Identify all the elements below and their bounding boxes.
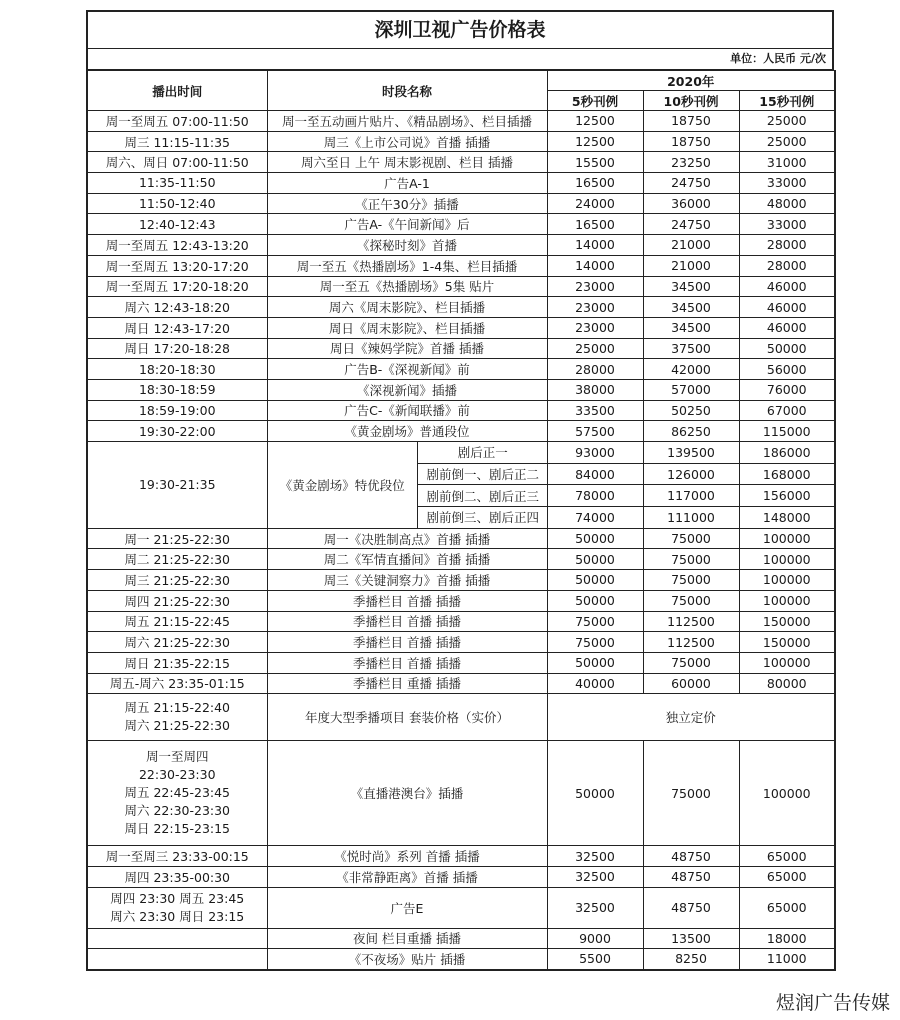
- table-row: [87, 632, 835, 653]
- price-15s-cell: 65000: [739, 846, 835, 867]
- price-10s-cell: 139500: [643, 442, 739, 464]
- time-cell: [87, 694, 267, 741]
- time-cell: 周一 21:25-22:30: [87, 528, 267, 549]
- price-5s-cell: 57500: [547, 421, 643, 442]
- premium-slot-name: 剧前倒一、剧后正二: [418, 463, 548, 485]
- program-cell: 季播栏目 首播 插播: [267, 632, 547, 653]
- time-line: 周日 22:15-23:15: [124, 821, 231, 837]
- price-15s-cell: 67000: [739, 400, 835, 421]
- program-cell: 季播栏目 首播 插播: [267, 652, 547, 673]
- time-line: 22:30-23:30: [138, 767, 216, 783]
- price-5s-cell: 12500: [547, 131, 643, 152]
- price-sheet: [86, 10, 834, 971]
- price-15s-cell: 100000: [739, 741, 835, 846]
- price-15s-cell: 150000: [739, 611, 835, 632]
- price-10s-cell: 18750: [643, 131, 739, 152]
- time-line: 周四 23:30 周五 23:45: [110, 890, 245, 906]
- price-15s-cell: 100000: [739, 528, 835, 549]
- time-cell: [87, 887, 267, 928]
- time-cell: 周六 12:43-18:20: [87, 297, 267, 318]
- price-5s-cell: 32500: [547, 866, 643, 887]
- price-15s-cell: 115000: [739, 421, 835, 442]
- price-10s-cell: 111000: [643, 507, 739, 529]
- price-5s-cell: 75000: [547, 632, 643, 653]
- table-row: [87, 297, 835, 318]
- time-cell: 周一至周五 07:00-11:50: [87, 111, 267, 132]
- price-10s-cell: 42000: [643, 359, 739, 380]
- price-5s-cell: 50000: [547, 570, 643, 591]
- time-cell: 周一至周三 23:33-00:15: [87, 846, 267, 867]
- program-cell: 周六《周末影院》、栏目插播: [267, 297, 547, 318]
- price-5s-cell: 16500: [547, 173, 643, 194]
- price-10s-cell: 34500: [643, 276, 739, 297]
- price-15s-cell: 100000: [739, 652, 835, 673]
- premium-slot-name: 剧前倒三、剧后正四: [426, 510, 539, 526]
- program-cell: 年度大型季播项目 套装价格（实价）: [267, 694, 547, 741]
- time-cell: 周三 21:25-22:30: [87, 570, 267, 591]
- time-cell: 18:20-18:30: [87, 359, 267, 380]
- time-line: 周五 22:45-23:45: [124, 785, 231, 801]
- time-line: 周六 21:25-22:30: [124, 718, 231, 734]
- time-cell: 周四 23:35-00:30: [87, 866, 267, 887]
- price-merged-cell: 独立定价: [547, 694, 835, 741]
- time-cell: 11:50-12:40: [87, 193, 267, 214]
- table-row: [87, 949, 835, 970]
- program-cell: 《探秘时刻》首播: [267, 235, 547, 256]
- price-5s-cell: 33500: [547, 400, 643, 421]
- table-row: [87, 421, 835, 442]
- time-cell: 周日 12:43-17:20: [87, 317, 267, 338]
- price-10s-cell: 117000: [643, 485, 739, 507]
- header-program: 时段名称: [267, 71, 547, 111]
- time-cell: 周五 21:15-22:45: [87, 611, 267, 632]
- price-15s-cell: 76000: [739, 379, 835, 400]
- price-5s-cell: 23000: [547, 317, 643, 338]
- table-row: [87, 570, 835, 591]
- price-5s-cell: 40000: [547, 673, 643, 694]
- price-10s-cell: 75000: [643, 652, 739, 673]
- table-row: [87, 276, 835, 297]
- table-row: [87, 173, 835, 194]
- price-10s-cell: 50250: [643, 400, 739, 421]
- time-cell: 周五-周六 23:35-01:15: [87, 673, 267, 694]
- time-cell: 周四 21:25-22:30: [87, 590, 267, 611]
- table-row: [87, 379, 835, 400]
- program-cell: 《悦时尚》系列 首播 插播: [267, 846, 547, 867]
- price-5s-cell: 74000: [547, 507, 643, 529]
- price-10s-cell: 24750: [643, 173, 739, 194]
- price-10s-cell: 75000: [643, 528, 739, 549]
- price-10s-cell: 48750: [643, 866, 739, 887]
- price-15s-cell: 28000: [739, 255, 835, 276]
- header-15s: 15秒刊例: [739, 91, 835, 111]
- price-5s-cell: 9000: [547, 928, 643, 949]
- program-cell: [267, 442, 547, 529]
- price-5s-cell: 50000: [547, 528, 643, 549]
- time-cell: [87, 928, 267, 949]
- table-row: [87, 866, 835, 887]
- price-15s-cell: 31000: [739, 152, 835, 173]
- table-row: [87, 442, 835, 464]
- program-cell: 季播栏目 首播 插播: [267, 590, 547, 611]
- price-15s-cell: 46000: [739, 297, 835, 318]
- time-cell: 周三 11:15-11:35: [87, 131, 267, 152]
- price-5s-cell: 24000: [547, 193, 643, 214]
- program-cell: 广告A-1: [267, 173, 547, 194]
- price-5s-cell: 50000: [547, 652, 643, 673]
- premium-slot-name: 剧后正一: [418, 442, 548, 463]
- table-row: [87, 887, 835, 928]
- price-15s-cell: 48000: [739, 193, 835, 214]
- price-10s-cell: 21000: [643, 235, 739, 256]
- program-cell: 《不夜场》贴片 插播: [267, 949, 547, 970]
- program-cell: 广告E: [267, 887, 547, 928]
- table-row: [87, 235, 835, 256]
- program-cell: 周一《决胜制高点》首播 插播: [267, 528, 547, 549]
- program-cell: 周三《上市公司说》首播 插播: [267, 131, 547, 152]
- time-line: 周六 23:30 周日 23:15: [110, 908, 245, 924]
- time-cell: 12:40-12:43: [87, 214, 267, 235]
- price-5s-cell: 25000: [547, 338, 643, 359]
- price-5s-cell: 50000: [547, 549, 643, 570]
- time-cell: 周一至周五 12:43-13:20: [87, 235, 267, 256]
- table-row: [87, 846, 835, 867]
- price-15s-cell: 25000: [739, 111, 835, 132]
- price-10s-cell: 126000: [643, 463, 739, 485]
- price-15s-cell: 100000: [739, 570, 835, 591]
- table-row: [87, 741, 835, 846]
- time-cell: [87, 741, 267, 846]
- time-cell: 周一至周五 17:20-18:20: [87, 276, 267, 297]
- table-row: [87, 673, 835, 694]
- program-cell: 周一至五《热播剧场》5集 贴片: [267, 276, 547, 297]
- header-year: 2020年: [547, 71, 835, 91]
- price-15s-cell: 168000: [739, 463, 835, 485]
- price-5s-cell: 50000: [547, 741, 643, 846]
- program-cell: 《深视新闻》插播: [267, 379, 547, 400]
- program-cell: 夜间 栏目重播 插播: [267, 928, 547, 949]
- table-row: [87, 549, 835, 570]
- price-15s-cell: 100000: [739, 549, 835, 570]
- program-cell: 周日《周末影院》、栏目插播: [267, 317, 547, 338]
- program-cell: 周二《军情直播间》首播 插播: [267, 549, 547, 570]
- price-15s-cell: 100000: [739, 590, 835, 611]
- time-cell: 周日 17:20-18:28: [87, 338, 267, 359]
- time-line: 周五 21:15-22:40: [124, 700, 231, 716]
- price-10s-cell: 24750: [643, 214, 739, 235]
- price-10s-cell: 48750: [643, 887, 739, 928]
- price-10s-cell: 75000: [643, 590, 739, 611]
- price-15s-cell: 50000: [739, 338, 835, 359]
- price-10s-cell: 75000: [643, 741, 739, 846]
- price-10s-cell: 18750: [643, 111, 739, 132]
- price-15s-cell: 156000: [739, 485, 835, 507]
- brand-watermark: 煜润广告传媒: [775, 992, 890, 1014]
- time-cell: 周二 21:25-22:30: [87, 549, 267, 570]
- price-5s-cell: 93000: [547, 442, 643, 464]
- time-cell: 周六、周日 07:00-11:50: [87, 152, 267, 173]
- table-row: [87, 152, 835, 173]
- table-row: [87, 214, 835, 235]
- price-table: [86, 70, 836, 971]
- sheet-title: 深圳卫视广告价格表: [86, 10, 834, 49]
- price-10s-cell: 37500: [643, 338, 739, 359]
- table-row: [87, 652, 835, 673]
- program-cell: 广告A-《午间新闻》后: [267, 214, 547, 235]
- time-cell: 19:30-22:00: [87, 421, 267, 442]
- program-cell: 《非常静距离》首播 插播: [267, 866, 547, 887]
- header-10s: 10秒刊例: [643, 91, 739, 111]
- price-15s-cell: 46000: [739, 276, 835, 297]
- table-row: [87, 111, 835, 132]
- price-5s-cell: 14000: [547, 235, 643, 256]
- program-cell: 《直播港澳台》插播: [267, 741, 547, 846]
- price-15s-cell: 11000: [739, 949, 835, 970]
- table-row: [87, 255, 835, 276]
- price-10s-cell: 36000: [643, 193, 739, 214]
- header-5s: 5秒刊例: [547, 91, 643, 111]
- price-15s-cell: 33000: [739, 214, 835, 235]
- header-time: 播出时间: [87, 71, 267, 111]
- table-row: [87, 590, 835, 611]
- price-10s-cell: 112500: [643, 632, 739, 653]
- price-10s-cell: 112500: [643, 611, 739, 632]
- time-cell: 周六 21:25-22:30: [87, 632, 267, 653]
- price-15s-cell: 28000: [739, 235, 835, 256]
- price-15s-cell: 80000: [739, 673, 835, 694]
- table-row: [87, 359, 835, 380]
- price-5s-cell: 84000: [547, 463, 643, 485]
- price-10s-cell: 57000: [643, 379, 739, 400]
- price-table-body: [87, 111, 835, 970]
- price-10s-cell: 75000: [643, 570, 739, 591]
- table-row: [87, 193, 835, 214]
- time-cell: [87, 949, 267, 970]
- price-15s-cell: 18000: [739, 928, 835, 949]
- price-15s-cell: 65000: [739, 887, 835, 928]
- time-cell: 18:30-18:59: [87, 379, 267, 400]
- premium-slot-name: 剧前倒二、剧后正三: [418, 485, 548, 507]
- time-line: 周一至周四: [145, 749, 209, 765]
- price-10s-cell: 34500: [643, 317, 739, 338]
- price-5s-cell: 32500: [547, 846, 643, 867]
- time-line: 周六 22:30-23:30: [124, 803, 231, 819]
- table-row: [87, 694, 835, 741]
- table-row: [87, 131, 835, 152]
- time-cell: 周日 21:35-22:15: [87, 652, 267, 673]
- time-cell: 周一至周五 13:20-17:20: [87, 255, 267, 276]
- price-15s-cell: 56000: [739, 359, 835, 380]
- price-5s-cell: 23000: [547, 276, 643, 297]
- price-15s-cell: 33000: [739, 173, 835, 194]
- price-10s-cell: 60000: [643, 673, 739, 694]
- program-cell: 周六至日 上午 周末影视剧、栏目 插播: [267, 152, 547, 173]
- program-cell: 季播栏目 重播 插播: [267, 673, 547, 694]
- table-row: [87, 400, 835, 421]
- price-15s-cell: 46000: [739, 317, 835, 338]
- program-cell: 广告B-《深视新闻》前: [267, 359, 547, 380]
- price-15s-cell: 65000: [739, 866, 835, 887]
- time-cell: 18:59-19:00: [87, 400, 267, 421]
- price-15s-cell: 148000: [739, 507, 835, 529]
- price-5s-cell: 12500: [547, 111, 643, 132]
- program-cell: 周日《辣妈学院》首播 插播: [267, 338, 547, 359]
- price-10s-cell: 48750: [643, 846, 739, 867]
- price-5s-cell: 15500: [547, 152, 643, 173]
- program-cell: 季播栏目 首播 插播: [267, 611, 547, 632]
- price-10s-cell: 86250: [643, 421, 739, 442]
- table-row: [87, 317, 835, 338]
- program-cell: 周三《关键洞察力》首播 插播: [267, 570, 547, 591]
- price-5s-cell: 28000: [547, 359, 643, 380]
- premium-subrow: [268, 442, 548, 463]
- price-5s-cell: 5500: [547, 949, 643, 970]
- price-10s-cell: 34500: [643, 297, 739, 318]
- program-cell: 《黄金剧场》普通段位: [267, 421, 547, 442]
- price-5s-cell: 38000: [547, 379, 643, 400]
- price-5s-cell: 16500: [547, 214, 643, 235]
- price-5s-cell: 50000: [547, 590, 643, 611]
- table-row: [87, 528, 835, 549]
- table-row: [87, 338, 835, 359]
- unit-note: 单位：人民币 元/次: [86, 49, 834, 70]
- program-cell: 广告C-《新闻联播》前: [267, 400, 547, 421]
- program-cell: 周一至五动画片贴片、《精品剧场》、栏目插播: [267, 111, 547, 132]
- price-5s-cell: 23000: [547, 297, 643, 318]
- price-15s-cell: 150000: [739, 632, 835, 653]
- time-cell: 11:35-11:50: [87, 173, 267, 194]
- premium-subtable: [268, 442, 548, 528]
- table-row: [87, 928, 835, 949]
- price-10s-cell: 75000: [643, 549, 739, 570]
- time-cell: 19:30-21:35: [87, 442, 267, 529]
- premium-program-label: 《黄金剧场》特优段位: [268, 442, 418, 528]
- price-10s-cell: 8250: [643, 949, 739, 970]
- price-5s-cell: 78000: [547, 485, 643, 507]
- price-5s-cell: 75000: [547, 611, 643, 632]
- price-15s-cell: 25000: [739, 131, 835, 152]
- program-cell: 周一至五《热播剧场》1-4集、栏目插播: [267, 255, 547, 276]
- price-15s-cell: 186000: [739, 442, 835, 464]
- price-10s-cell: 23250: [643, 152, 739, 173]
- program-cell: 《正午30分》插播: [267, 193, 547, 214]
- price-10s-cell: 21000: [643, 255, 739, 276]
- price-10s-cell: 13500: [643, 928, 739, 949]
- price-5s-cell: 14000: [547, 255, 643, 276]
- price-5s-cell: 32500: [547, 887, 643, 928]
- table-row: [87, 611, 835, 632]
